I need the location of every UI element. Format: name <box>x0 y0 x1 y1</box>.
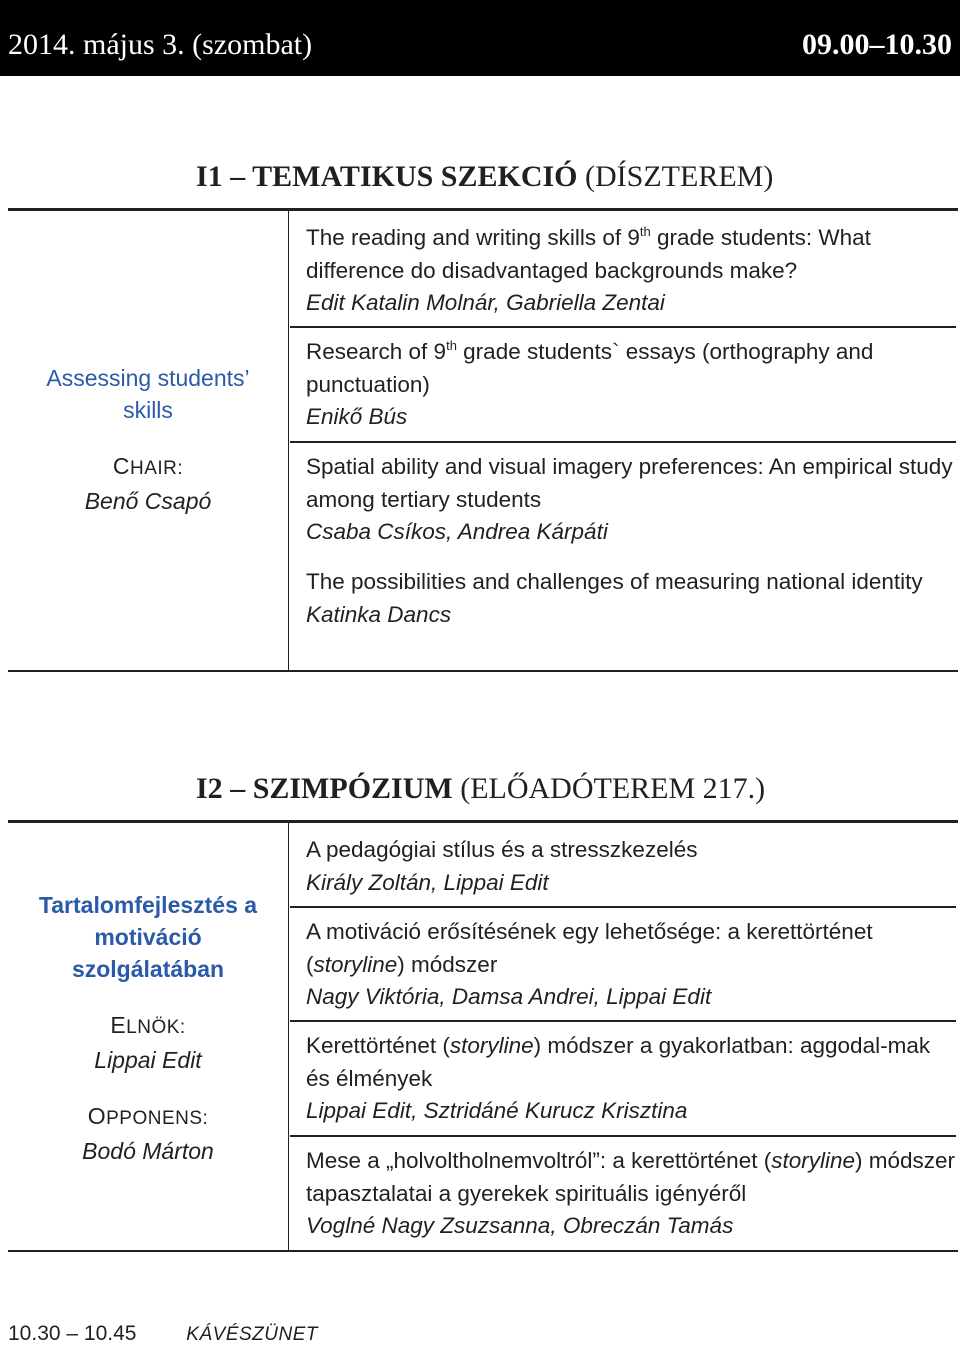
column-divider <box>288 210 289 670</box>
paper-authors: Voglné Nagy Zsuzsanna, Obreczán Tamás <box>306 1213 734 1238</box>
paper-separator <box>290 1135 956 1137</box>
paper-authors: Enikő Bús <box>306 404 408 429</box>
session-title: Assessing students’ skills <box>46 365 250 423</box>
paper-authors: Katinka Dancs <box>306 601 452 627</box>
section-title-i1: I1 – TEMATIKUS SZEKCIÓ (DÍSZTEREM) <box>196 160 774 193</box>
paper-item: The reading and writing skills of 9th grade students: What difference do disadvantaged backgrounds make? Edit Katalin Molnár, Gabriella Zentai <box>306 222 956 320</box>
session-info-i1 <box>8 362 288 517</box>
section-code: I2 <box>196 772 223 805</box>
section-bottom-rule <box>8 1250 958 1252</box>
break-time: 10.30 – 10.45 <box>8 1322 137 1345</box>
paper-authors: Csaba Csíkos, Andrea Kárpáti <box>306 519 608 544</box>
paper-authors: Lippai Edit, Sztridáné Kurucz Krisztina <box>306 1098 688 1123</box>
section-bottom-rule <box>8 670 958 672</box>
coffee-break-row <box>8 1322 318 1346</box>
chair-label: ELNÖK: <box>110 1012 186 1038</box>
paper-item: A motiváció erősítésének egy lehetősége: a kerettörténet (storyline) módszer Nagy Viktória, Damsa Andrei, Lippai Edit <box>306 916 956 1014</box>
break-label: KÁVÉSZÜNET <box>186 1324 318 1345</box>
day-date: 2014. május 3. (szombat) <box>8 28 313 61</box>
section-room: (ELŐADÓTEREM 217.) <box>460 772 766 805</box>
paper-item: Mese a „holvoltholnemvoltról”: a kerettörténet (storyline) módszer tapasztalatai a gyerekek spirituális igényéről Voglné Nagy Zsuzsanna, Obreczán Tamás <box>306 1145 956 1243</box>
session-title: Tartalomfejlesztés a motiváció szolgálatában <box>38 892 258 982</box>
paper-authors: Nagy Viktória, Damsa Andrei, Lippai Edit <box>306 984 712 1009</box>
section-top-rule <box>8 208 958 211</box>
paper-authors: Edit Katalin Molnár, Gabriella Zentai <box>306 290 665 315</box>
section-room: (DÍSZTEREM) <box>585 160 774 193</box>
paper-separator <box>290 326 956 328</box>
chair-label: CHAIR: <box>112 453 184 479</box>
opponent-label: OPPONENS: <box>87 1103 209 1129</box>
time-slot: 09.00–10.30 <box>802 28 952 61</box>
section-type: SZIMPÓZIUM <box>252 772 453 805</box>
paper-item: A pedagógiai stílus és a stresszkezelés Király Zoltán, Lippai Edit <box>306 834 956 899</box>
column-divider <box>288 822 289 1250</box>
day-header-bar <box>0 0 960 76</box>
section-type: TEMATIKUS SZEKCIÓ <box>252 160 578 193</box>
section-code: I1 <box>196 160 223 193</box>
paper-separator <box>290 1020 956 1022</box>
section-top-rule <box>8 820 958 823</box>
opponent-name: Bodó Márton <box>82 1138 214 1164</box>
session-info-i2 <box>8 889 288 1167</box>
section-title-i2: I2 – SZIMPÓZIUM (ELŐADÓTEREM 217.) <box>196 772 766 805</box>
paper-item: Kerettörténet (storyline) módszer a gyakorlatban: aggodal-mak és élmények Lippai Edit, Sztridáné Kurucz Krisztina <box>306 1030 956 1128</box>
paper-separator <box>290 441 956 443</box>
paper-separator <box>290 906 956 908</box>
chair-name: Lippai Edit <box>94 1047 202 1073</box>
paper-item: Spatial ability and visual imagery preferences: An empirical study among tertiary students Csaba Csíkos, Andrea Kárpáti <box>306 451 956 549</box>
chair-name: Benő Csapó <box>84 488 212 514</box>
paper-item: Research of 9th grade students` essays (orthography and punctuation) Enikő Bús <box>306 336 956 434</box>
paper-item: The possibilities and challenges of measuring national identity Katinka Dancs <box>306 566 956 631</box>
paper-authors: Király Zoltán, Lippai Edit <box>306 869 549 895</box>
